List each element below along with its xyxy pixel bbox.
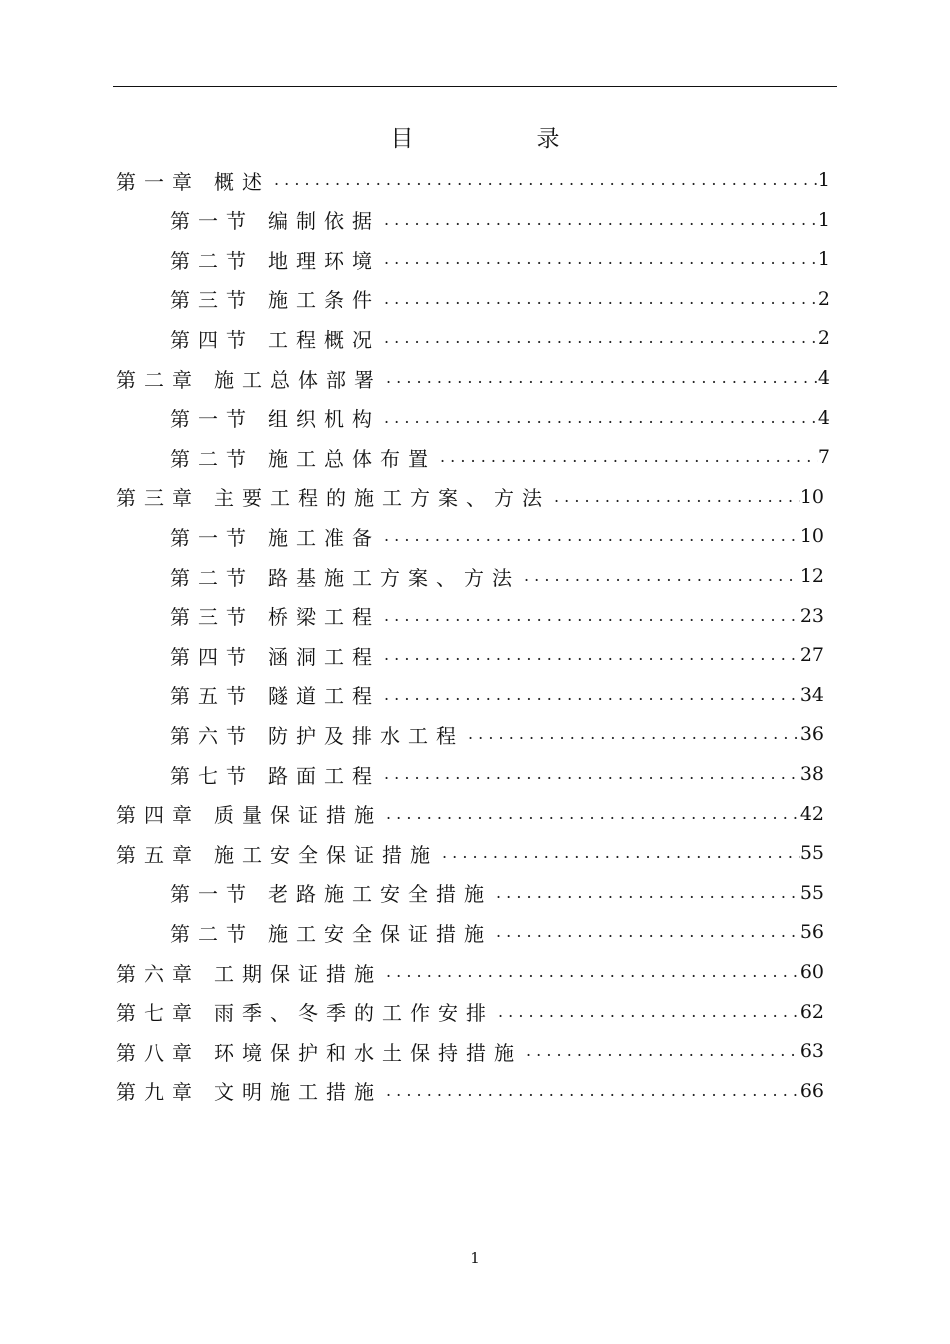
- toc-dot-leader: [382, 1074, 800, 1108]
- toc-entry-page: 1: [817, 169, 830, 191]
- toc-entry-page: 66: [799, 1079, 824, 1102]
- toc-entry-text: 涵洞工程: [268, 644, 380, 669]
- toc-entry-label: 第三节: [170, 288, 254, 313]
- toc-entry-text: 文明施工措施: [214, 1080, 382, 1105]
- toc-section-row[interactable]: [170, 242, 830, 276]
- toc-dot-leader: [382, 955, 800, 989]
- toc-chapter-row[interactable]: [116, 1074, 824, 1108]
- toc-chapter-row[interactable]: [116, 1034, 824, 1068]
- toc-entry-page: 23: [799, 604, 824, 627]
- toc-dot-leader: [380, 282, 818, 316]
- toc-dot-leader: [492, 876, 800, 910]
- toc-entry-page: 1: [817, 248, 830, 271]
- toc-entry-page: 55: [799, 842, 824, 865]
- toc-dot-leader: [380, 401, 818, 435]
- toc-section-row[interactable]: [170, 876, 824, 910]
- toc-entry-text: 工程概况: [268, 327, 380, 352]
- toc-entry-label: 第一节: [170, 209, 254, 234]
- toc-entry-label: 第一节: [170, 407, 254, 432]
- toc-title: 目 录: [390, 126, 610, 152]
- toc-entry-label: 第一节: [170, 882, 254, 907]
- toc-dot-leader: [382, 797, 800, 831]
- toc-entry-label: 第二节: [170, 565, 254, 590]
- toc-section-row[interactable]: [170, 757, 824, 791]
- toc-entry-text: 工期保证措施: [214, 961, 382, 986]
- toc-section-row[interactable]: [170, 321, 830, 355]
- toc-entry-page: 4: [817, 367, 830, 389]
- toc-entry-label: 第二章: [116, 367, 200, 392]
- toc-entry-page: 10: [799, 485, 824, 508]
- toc-chapter-row[interactable]: [116, 995, 824, 1029]
- toc-entry-text: 雨季、冬季的工作安排: [214, 1001, 494, 1026]
- toc-dot-leader: [492, 915, 800, 949]
- toc-entry-text: 质量保证措施: [214, 803, 382, 828]
- toc-entry-page: 38: [799, 763, 824, 785]
- toc-entry-text: 施工安全保证措施: [268, 921, 492, 946]
- toc-dot-leader: [380, 757, 800, 791]
- toc-entry-page: 56: [799, 921, 824, 944]
- toc-section-row[interactable]: [170, 203, 830, 237]
- toc-section-row[interactable]: [170, 401, 830, 435]
- toc-dot-leader: [380, 203, 818, 237]
- toc-entry-label: 第六节: [170, 723, 254, 748]
- toc-section-row[interactable]: [170, 519, 824, 553]
- toc-entry-text: 主要工程的施工方案、方法: [214, 486, 550, 511]
- toc-entry-page: 63: [799, 1040, 824, 1063]
- toc-dot-leader: [494, 995, 800, 1029]
- toc-entry-label: 第二节: [170, 921, 254, 946]
- toc-entry-page: 1: [817, 208, 830, 231]
- toc-section-row[interactable]: [170, 915, 824, 949]
- toc-entry-text: 防护及排水工程: [268, 723, 464, 748]
- toc-entry-text: 施工总体布置: [268, 446, 436, 471]
- toc-entry-label: 第九章: [116, 1080, 200, 1105]
- toc-entry-page: 2: [817, 287, 830, 310]
- toc-entry-label: 第六章: [116, 961, 200, 986]
- toc-dot-leader: [520, 559, 800, 593]
- toc-chapter-row[interactable]: [116, 797, 824, 831]
- toc-dot-leader: [550, 480, 800, 514]
- toc-dot-leader: [382, 361, 818, 395]
- toc-entry-text: 老路施工安全措施: [268, 882, 492, 907]
- toc-entry-label: 第二节: [170, 248, 254, 273]
- toc-entry-page: 62: [799, 1000, 824, 1023]
- toc-entry-label: 第一节: [170, 525, 254, 550]
- toc-entry-label: 第三章: [116, 486, 200, 511]
- toc-entry-page: 60: [799, 961, 824, 983]
- toc-entry-text: 组织机构: [268, 407, 380, 432]
- toc-entry-text: 隧道工程: [268, 684, 380, 709]
- toc-section-row[interactable]: [170, 440, 830, 474]
- toc-section-row[interactable]: [170, 678, 824, 712]
- toc-entry-page: 36: [799, 723, 824, 746]
- toc-entry-page: 55: [799, 881, 824, 904]
- toc-dot-leader: [438, 836, 800, 870]
- toc-entry-text: 路基施工方案、方法: [268, 565, 520, 590]
- toc-section-row[interactable]: [170, 717, 824, 751]
- toc-chapter-row[interactable]: [116, 480, 824, 514]
- toc-dot-leader: [270, 163, 818, 197]
- toc-entry-page: 2: [817, 327, 830, 350]
- toc-entry-page: 27: [799, 644, 824, 667]
- toc-entry-label: 第一章: [116, 169, 200, 194]
- toc-entry-text: 施工总体部署: [214, 367, 382, 392]
- toc-entry-text: 施工条件: [268, 288, 380, 313]
- toc-entry-label: 第八章: [116, 1040, 200, 1065]
- toc-dot-leader: [380, 242, 818, 276]
- toc-entry-label: 第三节: [170, 605, 254, 630]
- toc-entry-text: 施工安全保证措施: [214, 842, 438, 867]
- toc-chapter-row[interactable]: [116, 955, 824, 989]
- toc-dot-leader: [380, 321, 818, 355]
- toc-section-row[interactable]: [170, 282, 830, 316]
- toc-dot-leader: [436, 440, 818, 474]
- toc-entry-text: 环境保护和水土保持措施: [214, 1040, 522, 1065]
- toc-entry-text: 施工准备: [268, 525, 380, 550]
- toc-entry-label: 第七节: [170, 763, 254, 788]
- toc-dot-leader: [380, 599, 800, 633]
- toc-entry-page: 12: [799, 565, 824, 587]
- toc-entry-page: 10: [799, 525, 824, 548]
- toc-section-row[interactable]: [170, 559, 824, 593]
- toc-section-row[interactable]: [170, 638, 824, 672]
- toc-chapter-row[interactable]: [116, 361, 830, 395]
- toc-dot-leader: [464, 717, 800, 751]
- toc-entry-label: 第四节: [170, 644, 254, 669]
- toc-entry-page: 42: [799, 802, 824, 825]
- toc-entry-label: 第四章: [116, 803, 200, 828]
- toc-entry-label: 第二节: [170, 446, 254, 471]
- page-number: 1: [470, 1249, 480, 1267]
- toc-entry-page: 4: [817, 406, 830, 429]
- toc-entry-text: 路面工程: [268, 763, 380, 788]
- toc-entry-label: 第五节: [170, 684, 254, 709]
- toc-entry-label: 第四节: [170, 327, 254, 352]
- toc-entry-page: 7: [817, 446, 830, 469]
- toc-entry-text: 桥梁工程: [268, 605, 380, 630]
- toc-entry-text: 地理环境: [268, 248, 380, 273]
- toc-chapter-row[interactable]: [116, 836, 824, 870]
- toc-dot-leader: [380, 519, 800, 553]
- toc-dot-leader: [522, 1034, 800, 1068]
- toc-entry-page: 34: [799, 683, 824, 706]
- toc-dot-leader: [380, 638, 800, 672]
- toc-entry-label: 第五章: [116, 842, 200, 867]
- toc-entry-label: 第七章: [116, 1001, 200, 1026]
- toc-dot-leader: [380, 678, 800, 712]
- toc-entry-text: 编制依据: [268, 209, 380, 234]
- toc-section-row[interactable]: [170, 599, 824, 633]
- toc-entry-text: 概述: [214, 169, 270, 194]
- toc-chapter-row[interactable]: [116, 163, 830, 197]
